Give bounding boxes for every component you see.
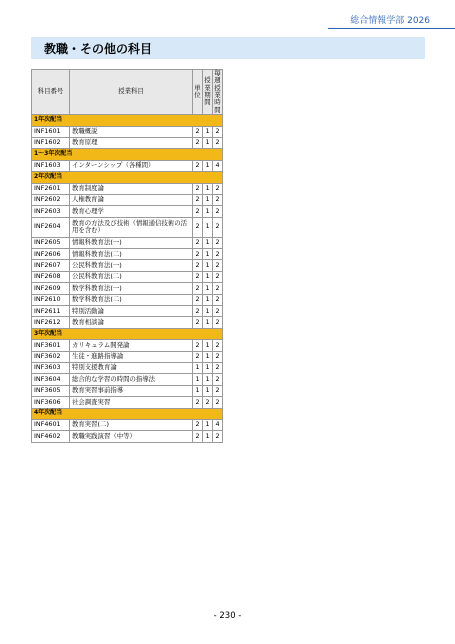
table-row xyxy=(32,183,223,194)
period: 1 xyxy=(203,206,213,217)
course-code: INF1602 xyxy=(32,137,70,148)
table-row xyxy=(32,283,223,294)
period: 1 xyxy=(203,126,213,137)
weekly-hours: 2 xyxy=(213,294,223,305)
table-row xyxy=(32,306,223,317)
period: 2 xyxy=(203,397,213,408)
weekly-hours: 2 xyxy=(213,362,223,373)
course-name: 教職実践演習（中等） xyxy=(70,431,193,442)
table-row xyxy=(32,206,223,217)
table-row xyxy=(32,374,223,385)
course-name: 情報科教育法(一) xyxy=(70,237,193,248)
credits: 2 xyxy=(193,340,203,351)
weekly-hours: 2 xyxy=(213,340,223,351)
course-code: INF1601 xyxy=(32,126,70,137)
credits: 1 xyxy=(193,362,203,373)
table-row xyxy=(32,351,223,362)
credits: 2 xyxy=(193,183,203,194)
period: 1 xyxy=(203,431,213,442)
header-rule xyxy=(328,28,455,29)
course-code: INF2604 xyxy=(32,217,70,237)
credits: 2 xyxy=(193,431,203,442)
table-row xyxy=(32,385,223,396)
section-row xyxy=(32,408,223,419)
course-name: 教育制度論 xyxy=(70,183,193,194)
column-header-hours: 毎週授業時間 xyxy=(214,69,221,114)
course-code: INF3604 xyxy=(32,374,70,385)
course-table-body xyxy=(32,70,223,443)
course-code: INF3603 xyxy=(32,362,70,373)
period: 1 xyxy=(203,419,213,430)
period: 1 xyxy=(203,362,213,373)
table-row xyxy=(32,194,223,205)
course-name: インターンシップ（各種間） xyxy=(70,160,193,171)
section-row xyxy=(32,149,223,160)
weekly-hours: 2 xyxy=(213,271,223,282)
period: 1 xyxy=(203,283,213,294)
credits: 2 xyxy=(193,419,203,430)
section-title-bar xyxy=(31,37,425,59)
section-label: 3年次配当 xyxy=(32,328,223,339)
table-row xyxy=(32,160,223,171)
table-row xyxy=(32,397,223,408)
weekly-hours: 2 xyxy=(213,217,223,237)
course-code: INF2601 xyxy=(32,183,70,194)
column-header-course: 授業科目 xyxy=(70,70,193,115)
course-name: 公民科教育法(二) xyxy=(70,271,193,282)
course-name: 教育相談論 xyxy=(70,317,193,328)
table-row xyxy=(32,317,223,328)
section-row xyxy=(32,172,223,183)
course-code: INF4601 xyxy=(32,419,70,430)
course-code: INF2607 xyxy=(32,260,70,271)
credits: 2 xyxy=(193,194,203,205)
course-code: INF2606 xyxy=(32,249,70,260)
section-row xyxy=(32,328,223,339)
course-code: INF2605 xyxy=(32,237,70,248)
credits: 2 xyxy=(193,306,203,317)
course-name: カリキュラム開発論 xyxy=(70,340,193,351)
running-header: 総合情報学部 2026 xyxy=(350,16,430,26)
table-row xyxy=(32,260,223,271)
period: 1 xyxy=(203,260,213,271)
credits: 2 xyxy=(193,283,203,294)
course-name: 総合的な学習の時間の指導法 xyxy=(70,374,193,385)
table-row xyxy=(32,362,223,373)
table-header-row xyxy=(32,70,223,115)
period: 1 xyxy=(203,317,213,328)
section-label: 2年次配当 xyxy=(32,172,223,183)
weekly-hours: 2 xyxy=(213,260,223,271)
course-name: 教育原理 xyxy=(70,137,193,148)
credits: 2 xyxy=(193,397,203,408)
table-row xyxy=(32,340,223,351)
credits: 2 xyxy=(193,351,203,362)
credits: 1 xyxy=(193,374,203,385)
course-code: INF2602 xyxy=(32,194,70,205)
column-header-period: 授業期間 xyxy=(203,70,213,115)
course-code: INF3601 xyxy=(32,340,70,351)
period: 1 xyxy=(203,137,213,148)
credits: 2 xyxy=(193,249,203,260)
weekly-hours: 2 xyxy=(213,194,223,205)
course-name: 情報科教育法(二) xyxy=(70,249,193,260)
credits: 2 xyxy=(193,260,203,271)
period: 1 xyxy=(203,271,213,282)
page-number: - 230 - xyxy=(213,611,242,621)
period: 1 xyxy=(203,249,213,260)
period: 1 xyxy=(203,194,213,205)
table-row xyxy=(32,294,223,305)
weekly-hours: 4 xyxy=(213,419,223,430)
course-name: 特別支援教育論 xyxy=(70,362,193,373)
weekly-hours: 2 xyxy=(213,374,223,385)
period: 1 xyxy=(203,306,213,317)
credits: 2 xyxy=(193,217,203,237)
course-code: INF3602 xyxy=(32,351,70,362)
period: 1 xyxy=(203,385,213,396)
period: 1 xyxy=(203,160,213,171)
course-code: INF2611 xyxy=(32,306,70,317)
course-code: INF2612 xyxy=(32,317,70,328)
course-name: 教育実習事前指導 xyxy=(70,385,193,396)
credits: 1 xyxy=(193,385,203,396)
course-code: INF2609 xyxy=(32,283,70,294)
section-title: 教職・その他の科目 xyxy=(44,42,153,56)
course-code: INF2608 xyxy=(32,271,70,282)
table-row xyxy=(32,431,223,442)
course-name: 教育の方法及び技術（情報通信技術の活用を含む） xyxy=(70,217,193,237)
period: 1 xyxy=(203,374,213,385)
weekly-hours: 2 xyxy=(213,431,223,442)
weekly-hours: 2 xyxy=(213,206,223,217)
course-name: 数学科教育法(一) xyxy=(70,283,193,294)
weekly-hours: 2 xyxy=(213,283,223,294)
period: 1 xyxy=(203,217,213,237)
course-code: INF3605 xyxy=(32,385,70,396)
weekly-hours: 2 xyxy=(213,183,223,194)
weekly-hours: 2 xyxy=(213,249,223,260)
weekly-hours: 2 xyxy=(213,126,223,137)
table-row xyxy=(32,237,223,248)
course-name: 社会調査実習 xyxy=(70,397,193,408)
course-name: 数学科教育法(二) xyxy=(70,294,193,305)
section-label: 4年次配当 xyxy=(32,408,223,419)
period: 1 xyxy=(203,294,213,305)
credits: 2 xyxy=(193,137,203,148)
weekly-hours: 2 xyxy=(213,317,223,328)
credits: 2 xyxy=(193,237,203,248)
course-name: 特別活動論 xyxy=(70,306,193,317)
section-label: 1～3年次配当 xyxy=(32,149,223,160)
course-name: 教育実習(二) xyxy=(70,419,193,430)
period: 1 xyxy=(203,351,213,362)
section-label: 1年次配当 xyxy=(32,115,223,126)
credits: 2 xyxy=(193,206,203,217)
course-name: 生徒・進路指導論 xyxy=(70,351,193,362)
course-code: INF2603 xyxy=(32,206,70,217)
weekly-hours: 2 xyxy=(213,237,223,248)
table-row xyxy=(32,217,223,237)
weekly-hours: 2 xyxy=(213,397,223,408)
period: 1 xyxy=(203,183,213,194)
table-row xyxy=(32,419,223,430)
course-code: INF4602 xyxy=(32,431,70,442)
course-code: INF3606 xyxy=(32,397,70,408)
course-name: 教育心理学 xyxy=(70,206,193,217)
course-name: 公民科教育法(一) xyxy=(70,260,193,271)
weekly-hours: 2 xyxy=(213,351,223,362)
section-row xyxy=(32,115,223,126)
credits: 2 xyxy=(193,271,203,282)
table-row xyxy=(32,126,223,137)
table-row xyxy=(32,271,223,282)
column-header-credits: 単位 xyxy=(193,70,203,115)
table-row xyxy=(32,137,223,148)
course-table xyxy=(31,69,223,443)
course-name: 人権教育論 xyxy=(70,194,193,205)
table-row xyxy=(32,249,223,260)
credits: 2 xyxy=(193,294,203,305)
course-name: 教職概説 xyxy=(70,126,193,137)
course-code: INF1603 xyxy=(32,160,70,171)
course-code: INF2610 xyxy=(32,294,70,305)
credits: 2 xyxy=(193,160,203,171)
credits: 2 xyxy=(193,126,203,137)
period: 1 xyxy=(203,340,213,351)
column-header-code: 科目番号 xyxy=(32,70,70,115)
weekly-hours: 2 xyxy=(213,306,223,317)
weekly-hours: 2 xyxy=(213,137,223,148)
period: 1 xyxy=(203,237,213,248)
weekly-hours: 4 xyxy=(213,160,223,171)
weekly-hours: 2 xyxy=(213,385,223,396)
credits: 2 xyxy=(193,317,203,328)
